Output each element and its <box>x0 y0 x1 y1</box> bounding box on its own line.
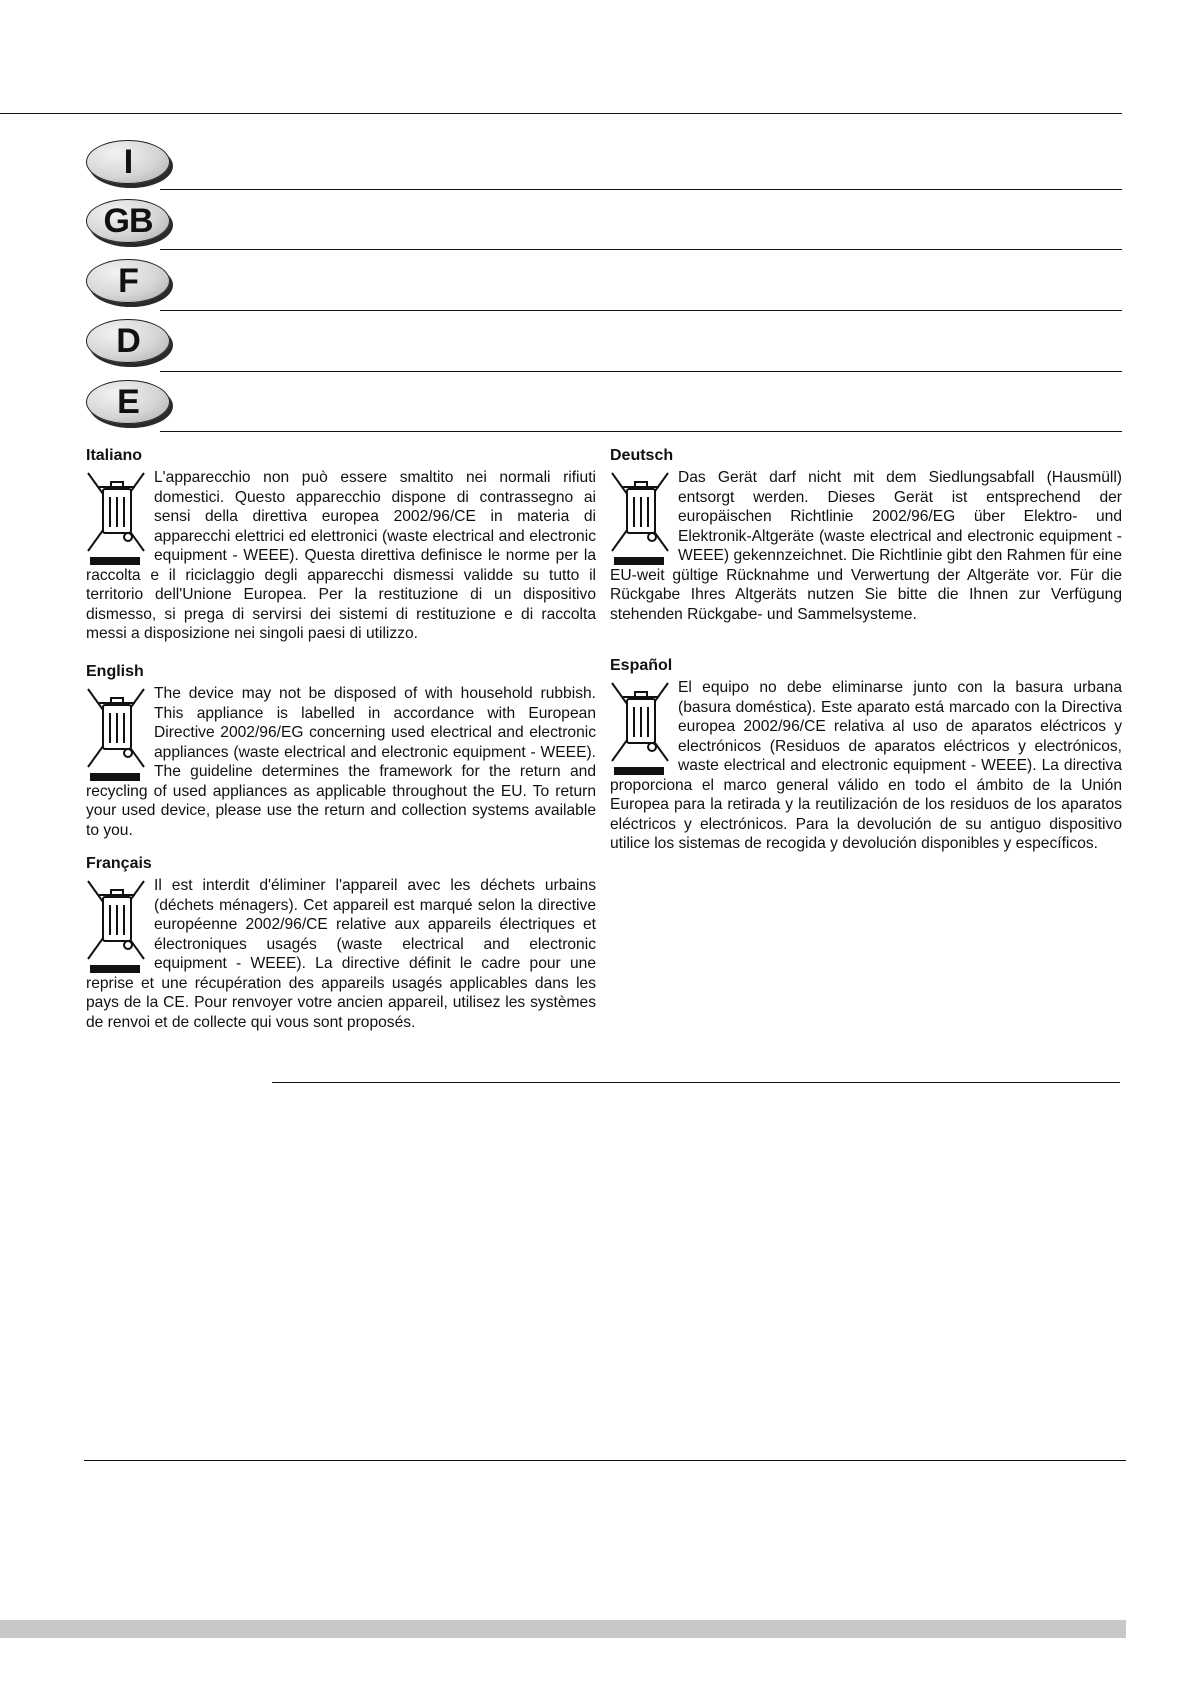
rule-after-e <box>160 431 1122 432</box>
top-rule <box>0 113 1122 114</box>
section-italiano <box>86 447 596 644</box>
section-text: L'apparecchio non può essere smaltito nei normali rifiuti domestici. Questo apparecchio dispone di contrassegno ai sensi della direttiva europea 2002/96/CE in materia di apparecchi elettrici ed elettronici (waste electrical and electronic equipment - WEEE). Questa direttiva definisce le norme per la raccolta e il riciclaggio degli apparecchi dismessi validde su tutto il territorio dell'Unione Europea. Per la restituzione di un dispositivo dismesso, si prega di servirsi dei sistemi di restituzione e di raccolta messi a disposizione nei singoli paesi di utilizzo. <box>86 469 596 642</box>
weee-bin-icon <box>86 877 148 973</box>
weee-bin-icon <box>86 469 148 565</box>
language-badge-i: I <box>86 140 170 184</box>
section-title: Français <box>86 855 152 872</box>
language-badge-e: E <box>86 380 170 424</box>
section-deutsch <box>610 447 1122 624</box>
section-english <box>86 663 596 840</box>
language-badge-gb: GB <box>86 199 170 243</box>
section-espanol <box>610 657 1122 854</box>
rule-lower <box>84 1460 1126 1461</box>
language-badge-d: D <box>86 319 170 363</box>
rule-after-i <box>160 189 1122 190</box>
section-title: Español <box>610 657 673 674</box>
section-text: El equipo no debe eliminarse junto con la basura urbana (basura doméstica). Este aparato está marcado con la Directiva europea 2002/96/CE relativa al uso de aparatos eléctricos y electrónicos (Residuos de aparatos eléctricos y electrónicos, waste electrical and electronic equipment - WEEE). La directiva proporciona el marco general válido en todo el ámbito de la Unión Europea para la retirada y la reutilización de los residuos de los aparatos eléctricos y electrónicos. Para la devolución de su antiguo dispositivo utilice los sistemas de recogida y devolución disponibles y específicos. <box>610 679 1122 852</box>
section-francais <box>86 855 596 1032</box>
language-badge-f: F <box>86 259 170 303</box>
section-text: Il est interdit d'éliminer l'appareil avec les déchets urbains (déchets ménagers). Cet appareil est marqué selon la directive européenne 2002/96/CE relative aux appareils électriques et électroniques usagés (waste electrical and electronic equipment - WEEE). La directive définit le cadre pour une reprise et une récupération des appareils usagés applicables dans les pays de la CE. Pour renvoyer votre ancien appareil, utilisez les systèmes de renvoi et de collecte qui vous sont proposés. <box>86 877 596 1031</box>
section-title: English <box>86 663 144 680</box>
rule-after-d <box>160 371 1122 372</box>
section-text: Das Gerät darf nicht mit dem Siedlungsabfall (Hausmüll) entsorgt werden. Dieses Gerät ist entsprechend der europäischen Richtlinie 2002/96/EG über Elektro- und Elektronik-Altgeräte (waste electrical and electronic equipment - WEEE) gekennzeichnet. Die Richtlinie gibt den Rahmen für eine EU-weit gültige Rücknahme und Verwertung der Altgeräte vor. Für die Rückgabe Ihres Altgeräts nutzen Sie bitte die Ihnen zur Verfügung stehenden Rückgabe- und Sammelsysteme. <box>610 469 1122 623</box>
weee-bin-icon <box>86 685 148 781</box>
section-text: The device may not be disposed of with household rubbish. This appliance is labelled in accordance with European Directive 2002/96/EG concerning used electrical and electronic appliances (waste electrical and electronic equipment - WEEE). The guideline determines the framework for the return and recycling of used appliances as applicable throughout the EU. To return your used device, please use the return and collection systems available to you. <box>86 685 596 839</box>
rule-after-gb <box>160 249 1122 250</box>
section-title: Deutsch <box>610 447 674 464</box>
weee-bin-icon <box>610 469 672 565</box>
rule-after-f <box>160 310 1122 311</box>
section-title: Italiano <box>86 447 143 464</box>
footer-band <box>0 1620 1126 1638</box>
rule-below-text <box>272 1082 1120 1083</box>
weee-bin-icon <box>610 679 672 775</box>
